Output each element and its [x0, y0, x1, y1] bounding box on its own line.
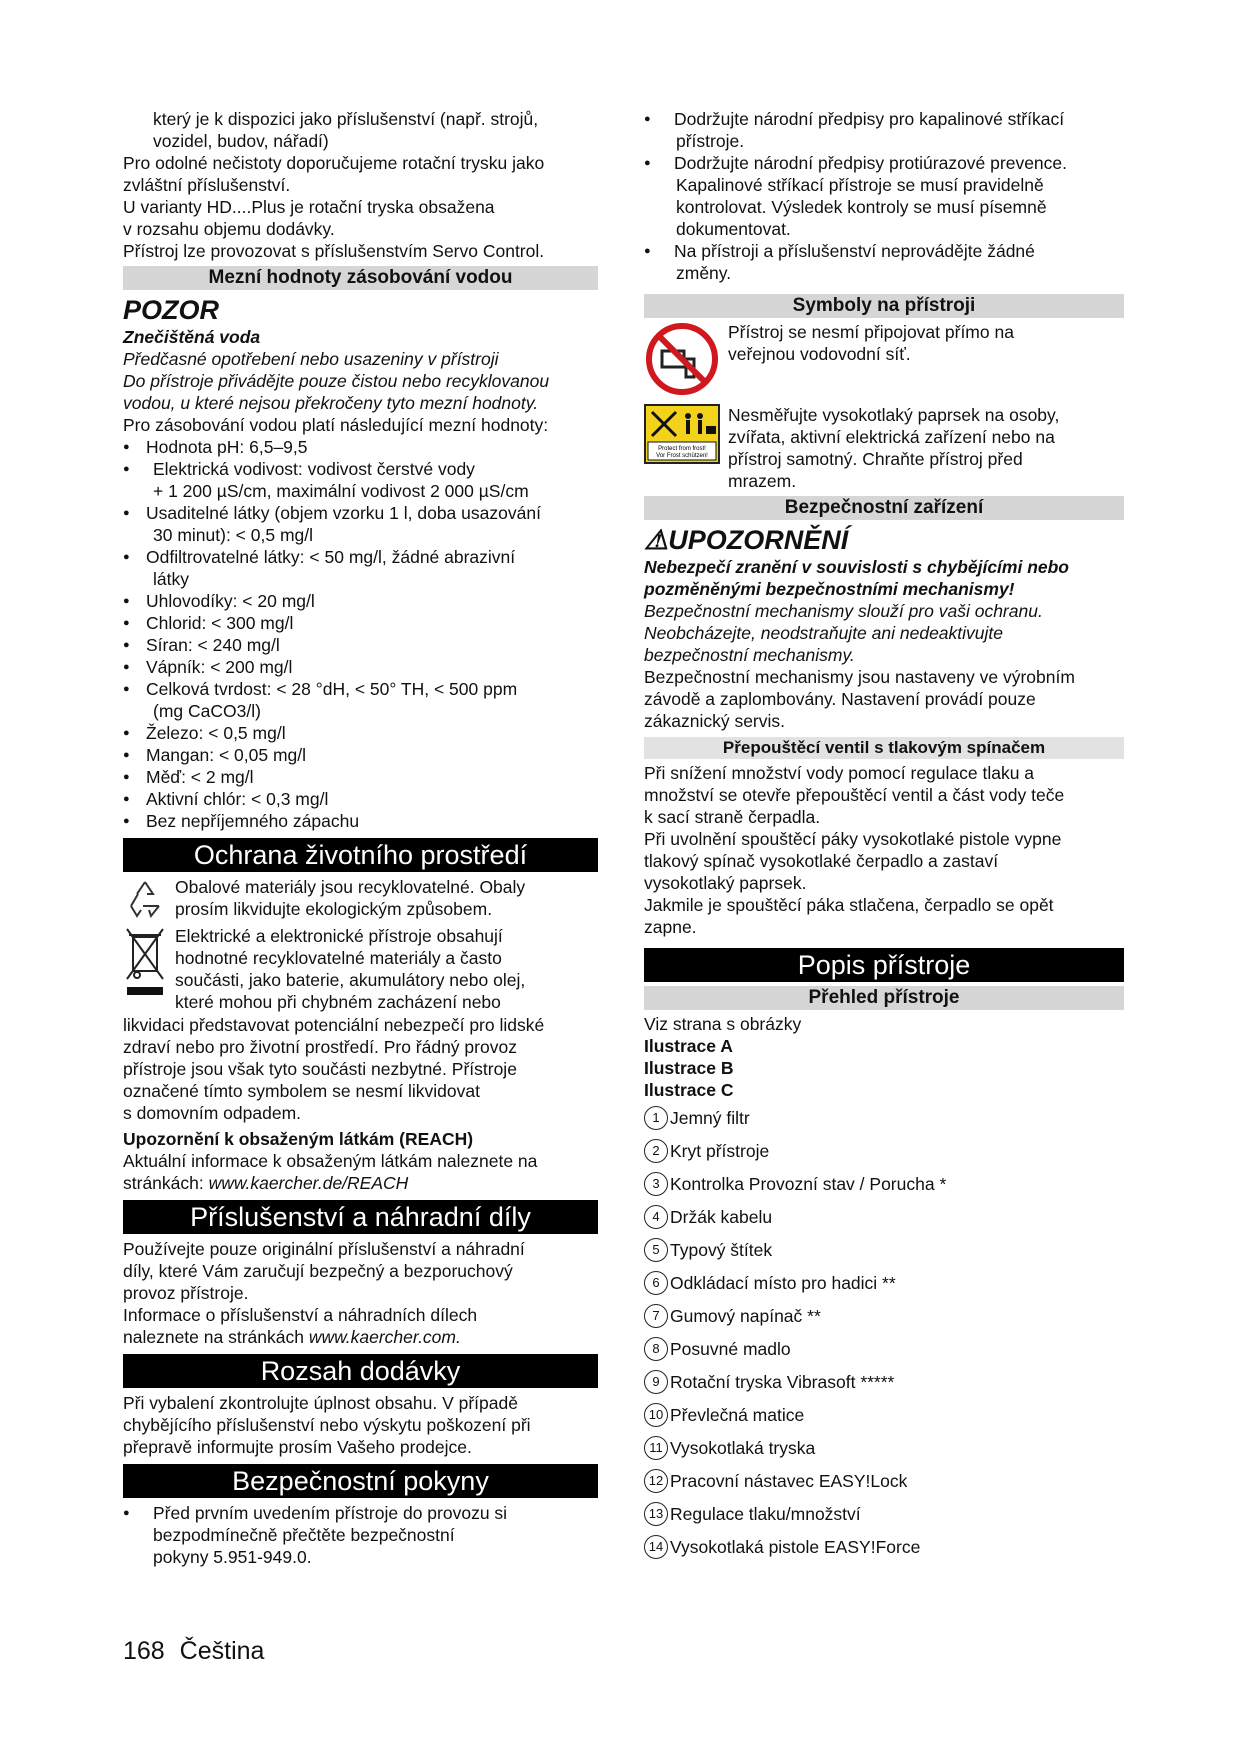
page-footer [123, 1636, 264, 1666]
limits-intro: Pro zásobování vodou platí následující mezní hodnoty: [123, 415, 549, 435]
list-item: 12 Pracovní nástavec EASY!Lock [644, 1470, 1124, 1492]
list-item: ● Odfiltrovatelné látky: < 50 mg/l, žádné abrazivní látky [123, 546, 598, 590]
symbol-no-mains: Přístroj se nesmí připojovat přímo na veřejnou vodovodní síť. [644, 321, 1124, 402]
recycle-icon [123, 876, 175, 925]
reach-link[interactable]: www.kaercher.de/REACH [208, 1173, 409, 1193]
safety-devices-heading: Bezpečnostní zařízení [644, 496, 1124, 520]
no-direct-water-icon [644, 321, 720, 402]
list-item: ● Měď: < 2 mg/l [123, 766, 598, 788]
list-item: ● Chlorid: < 300 mg/l [123, 612, 598, 634]
list-item: ● Usaditelné látky (objem vzorku 1 l, doba usazování 30 minut): < 0,5 mg/l [123, 502, 598, 546]
list-item: 11 Vysokotlaká tryska [644, 1437, 1124, 1459]
upozorneni-label: ⚠UPOZORNĚNÍ [644, 525, 849, 555]
list-item: 5 Typový štítek [644, 1239, 1124, 1261]
list-item: ● Elektrická vodivost: vodivost čerstvé vody + 1 200 µS/cm, maximální vodivost 2 000 µS/cm [123, 458, 598, 502]
weee-block: Elektrické a elektronické přístroje obsahují hodnotné recyklovatelné materiály a často součásti, jako baterie, akumulátory nebo olej, které mohou při chybném zacházení nebo [123, 925, 598, 1014]
water-limits-heading: Mezní hodnoty zásobování vodou [123, 266, 598, 290]
kaercher-link[interactable]: www.kaercher.com. [308, 1327, 461, 1347]
list-item: 9 Rotační tryska Vibrasoft ***** [644, 1371, 1124, 1393]
list-item: ● Bez nepříjemného zápachu [123, 810, 598, 832]
list-item: ● Celková tvrdost: < 28 °dH, < 50° TH, < 500 ppm (mg CaCO3/l) [123, 678, 598, 722]
safety-list [123, 1502, 598, 1568]
list-item: 10 Převlečná matice [644, 1404, 1124, 1426]
list-item: ● Na přístroji a příslušenství neprovádějte žádné změny. [644, 240, 1124, 284]
warning-triangle-icon: ⚠ [644, 525, 669, 555]
no-spray-warning-icon [644, 404, 720, 492]
symbol-sign-text: Protect from frost! [658, 446, 706, 452]
list-item: ● Aktivní chlór: < 0,3 mg/l [123, 788, 598, 810]
symbol-sign-text: Vor Frost schützen! [656, 453, 708, 459]
intro-text: který je k dispozici jako příslušenství (např. strojů, vozidel, budov, nářadí) Pro odolné nečistoty doporučujeme rotační trysku jako zvláštní příslušenství. U varianty HD....Plus je rotační tryska obsažena v rozsahu objemu dodávky. Přístroj lze provozovat s příslušenstvím Servo Control. [123, 109, 545, 261]
list-item: 1 Jemný filtr [644, 1107, 1124, 1129]
list-item: ● Před prvním uvedením přístroje do provozu si bezpodmínečně přečtěte bezpečnostní pokyny 5.951-949.0. [123, 1502, 598, 1568]
list-item: ● Železo: < 0,5 mg/l [123, 722, 598, 744]
left-column: který je k dispozici jako příslušenství (např. strojů, vozidel, budov, nářadí) Pro odolné nečistoty doporučujeme rotační trysku jako zvláštní příslušenství. U varianty HD....Plus je rotační tryska obsažena v rozsahu objemu dodávky. Přístroj lze provozovat s příslušenstvím Servo Control. Mezní hodnoty zásobování vodou POZOR Znečištěná voda Předčasné opotřebení nebo usazeniny v přístroji Do přístroje přivádějte pouze čistou nebo recyklovanou vodou, u které nejsou překročeny tyto mezní hodnoty. Pro zásobování vodou platí následující mezní hodnoty: ● Hodnota pH: 6,5–9,5 ● Elektrická vodivost: vodivost čerstvé vody + 1 200 µS/cm, maximální vodivost 2 000 µS/cm ● Usaditelné látky (objem vzorku 1 l, doba usazování 30 minut): < 0,5 mg/l ● Odfiltrovatelné látky: < 50 mg/l, žádné abrazivní látky ● Uhlovodíky: < 20 mg/l ● Chlorid: < 300 mg/l ● Síran: < 240 mg/l ● Vápník: < 200 mg/l ● Celková tvrdost: < 28 °dH, < 50° TH, < 500 ppm (mg CaCO3/l) ● Železo: < 0,5 mg/l ● Mangan: < 0,05 mg/l ● Měď: < 2 mg/l ● Aktivní chlór: < 0,3 mg/l ● Bez nepříjemného zápachu Ochrana životního prostředí Obalové materiály jsou recyklovatelné. Obaly prosím likvidujte ekologickým způsobem. Elektrické a elektronické přístroje obsahují hodnotné recyklovatelné materiály a často součásti, jako baterie, akumulátory nebo olej, které mohou při chybném zacházení nebo likvidaci představovat potenciální nebezpečí pro lidské zdraví nebo pro životní prostředí. Pro řádný provoz přístroje jsou však tyto součásti nezbytné. Přístroje označené tímto symbolem se nesmí likvidovat s domovním odpadem. Upozornění k obsaženým látkám (REACH) Aktuální informace k obsaženým látkám naleznete na stránkách: www.kaercher.de/REACH Příslušenství a náhradní díly Používejte pouze originální příslušenství a náhradní díly, které Vám zaručují bezpečný a bezporuchový provoz přístroje. Informace o příslušenství a náhradních dílech naleznete na stránkách www.kaercher.com. Rozsah dodávky Při vybalení zkontrolujte úplnost obsahu. V případě chybějícího příslušenství nebo výskytu poškození při přepravě informujte prosím Vašeho prodejce. Bezpečnostní pokyny ● Před prvním uvedením přístroje do provozu si bezpodmínečně přečtěte bezpečnostní pokyny 5.951-949.0. [123, 108, 598, 1568]
reach-title: Upozornění k obsaženým látkám (REACH) [123, 1129, 474, 1149]
pozor-label: POZOR [123, 295, 220, 325]
environment-heading: Ochrana životního prostředí [123, 838, 598, 872]
list-item: 7 Gumový napínač ** [644, 1305, 1124, 1327]
list-item: 4 Držák kabelu [644, 1206, 1124, 1228]
list-item: 6 Odkládací místo pro hadici ** [644, 1272, 1124, 1294]
rules-list [644, 108, 1124, 284]
page-number: 168 [123, 1637, 165, 1665]
device-overview-heading: Přehled přístroje [644, 986, 1124, 1010]
safety-heading: Bezpečnostní pokyny [123, 1464, 598, 1498]
language-label: Čeština [179, 1637, 265, 1665]
valve-heading: Přepouštěcí ventil s tlakovým spínačem [644, 737, 1124, 759]
list-item: ● Hodnota pH: 6,5–9,5 [123, 436, 598, 458]
accessories-heading: Příslušenství a náhradní díly [123, 1200, 598, 1234]
list-item: ● Síran: < 240 mg/l [123, 634, 598, 656]
symbols-heading: Symboly na přístroji [644, 294, 1124, 318]
crossed-bin-icon [123, 925, 175, 1014]
scope-heading: Rozsah dodávky [123, 1354, 598, 1388]
list-item: ● Dodržujte národní předpisy pro kapalinové stříkací přístroje. [644, 108, 1124, 152]
list-item: 2 Kryt přístroje [644, 1140, 1124, 1162]
device-description-heading: Popis přístroje [644, 948, 1124, 982]
list-item: 3 Kontrolka Provozní stav / Porucha * [644, 1173, 1124, 1195]
pozor-title: Znečištěná voda [123, 327, 261, 347]
list-item: 8 Posuvné madlo [644, 1338, 1124, 1360]
list-item: 14 Vysokotlaká pistole EASY!Force [644, 1536, 1124, 1558]
limits-list [123, 436, 598, 832]
list-item: 13 Regulace tlaku/množství [644, 1503, 1124, 1525]
parts-list [644, 1107, 1124, 1558]
list-item: ● Vápník: < 200 mg/l [123, 656, 598, 678]
recycle-block: Obalové materiály jsou recyklovatelné. Obaly prosím likvidujte ekologickým způsobem. [123, 876, 598, 925]
right-column: ● Dodržujte národní předpisy pro kapalinové stříkací přístroje. ● Dodržujte národní předpisy protiúrazové prevence. Kapalinové stříkací přístroje se musí pravidelně kontrolovat. Výsledek kontroly se musí písemně dokumentovat. ● Na přístroji a příslušenství neprovádějte žádné změny. Symboly na přístroji Přístroj se nesmí připojovat přímo na veřejnou vodovodní síť. Protect from frost! Vor Frost schützen! Nesměřujte vysokotlaký paprsek na osoby, zvířata, aktivní elektrická zařízení nebo na přístroj samotný. Chraňte přístroj před mrazem. Bezpečnostní zařízení ⚠UPOZORNĚNÍ Nebezpečí zranění v souvislosti s chybějícími nebo pozměněnými bezpečnostními mechanismy! Bezpečnostní mechanismy slouží pro vaši ochranu. Neobcházejte, neodstraňujte ani nedeaktivujte bezpečnostní mechanismy. Bezpečnostní mechanismy jsou nastaveny ve výrobním závodě a zaplombovány. Nastavení provádí pouze zákaznický servis. Přepouštěcí ventil s tlakovým spínačem Při snížení množství vody pomocí regulace tlaku a množství se otevře přepouštěcí ventil a část vody teče k sací straně čerpadla. Při uvolnění spouštěcí páky vysokotlaké pistole vypne tlakový spínač vysokotlaké čerpadlo a zastaví vysokotlaký paprsek. Jakmile je spouštěcí páka stlačena, čerpadlo se opět zapne. Popis přístroje Přehled přístroje Viz strana s obrázky Ilustrace A Ilustrace B Ilustrace C 1 Jemný filtr 2 Kryt přístroje 3 Kontrolka Provozní stav / Porucha * 4 Držák kabelu 5 Typový štítek 6 Odkládací místo pro hadici ** 7 Gumový napínač ** 8 Posuvné madlo 9 Rotační tryska Vibrasoft ***** 10 Převlečná matice 11 Vysokotlaká tryska 12 Pracovní nástavec EASY!Lock 13 Regulace tlaku/množství 14 Vysokotlaká pistole EASY!Force [644, 108, 1124, 1569]
list-item: ● Mangan: < 0,05 mg/l [123, 744, 598, 766]
list-item: ● Uhlovodíky: < 20 mg/l [123, 590, 598, 612]
symbol-no-spray: Protect from frost! Vor Frost schützen! Nesměřujte vysokotlaký paprsek na osoby, zvířata, aktivní elektrická zařízení nebo na přístroj samotný. Chraňte přístroj před mrazem. [644, 404, 1124, 492]
list-item: ● Dodržujte národní předpisy protiúrazové prevence. Kapalinové stříkací přístroje se musí pravidelně kontrolovat. Výsledek kontroly se musí písemně dokumentovat. [644, 152, 1124, 240]
